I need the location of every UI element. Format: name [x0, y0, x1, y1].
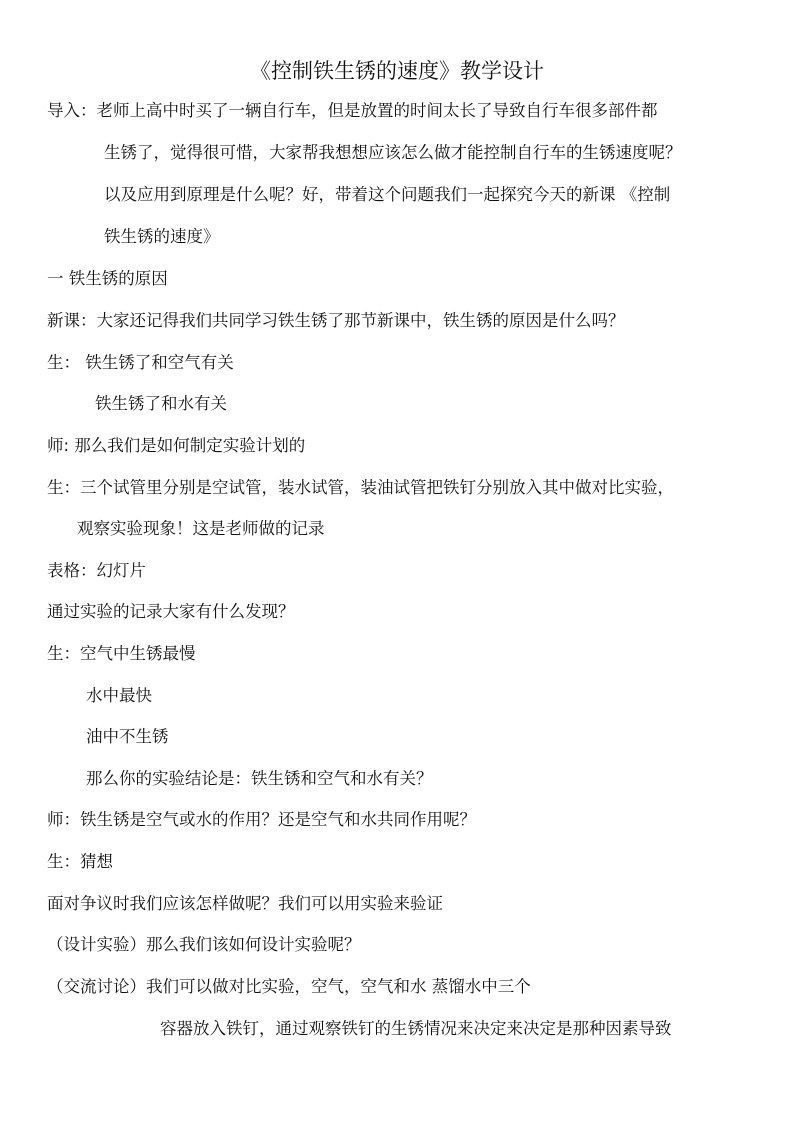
paragraph-line: 生：三个试管里分别是空试管，装水试管，装油试管把铁钉分别放入其中做对比实验， — [47, 478, 674, 497]
paragraph-line: 新课：大家还记得我们共同学习铁生锈了那节新课中，铁生锈的原因是什么吗？ — [47, 311, 625, 330]
paragraph-line: 师：铁生锈是空气或水的作用？还是空气和水共同作用呢？ — [47, 810, 476, 829]
paragraph-line: 生锈了，觉得很可惜，大家帮我想想应该怎么做才能控制自行车的生锈速度呢？ — [104, 143, 682, 162]
paragraph-line: 那么你的实验结论是：铁生锈和空气和水有关？ — [86, 769, 433, 788]
paragraph-line: 油中不生锈 — [86, 727, 169, 746]
paragraph-line: 生： 铁生锈了和空气有关 — [47, 353, 234, 372]
paragraph-line: 师: 那么我们是如何制定实验计划的 — [47, 436, 306, 455]
paragraph-line: 导入：老师上高中时买了一辆自行车，但是放置的时间太长了导致自行车很多部件都 — [47, 101, 658, 120]
paragraph-line: 生：空气中生锈最慢 — [47, 644, 196, 663]
document-title: 《控制铁生锈的速度》教学设计 — [250, 59, 544, 83]
paragraph-line: 面对争议时我们应该怎样做呢？我们可以用实验来验证 — [47, 894, 443, 913]
section-heading: 一 铁生锈的原因 — [47, 269, 168, 288]
paragraph-line: 铁生锈了和水有关 — [95, 394, 227, 413]
paragraph-line: 通过实验的记录大家有什么发现？ — [47, 602, 295, 621]
paragraph-line: 观察实验现象！这是老师做的记录 — [77, 519, 325, 538]
paragraph-line: 以及应用到原理是什么呢？好，带着这个问题我们一起探究今天的新课 《控制 — [104, 185, 671, 204]
paragraph-line: 生：猜想 — [47, 852, 113, 871]
paragraph-line: 水中最快 — [86, 686, 152, 705]
paragraph-line: 表格：幻灯片 — [47, 561, 146, 580]
paragraph-line: 铁生锈的速度》 — [104, 227, 220, 246]
paragraph-line: 容器放入铁钉，通过观察铁钉的生锈情况来决定来决定是那种因素导致 — [160, 1019, 672, 1038]
paragraph-line: （交流讨论）我们可以做对比实验，空气，空气和水 蒸馏水中三个 — [47, 977, 531, 996]
paragraph-line: （设计实验）那么我们该如何设计实验呢？ — [47, 935, 361, 954]
